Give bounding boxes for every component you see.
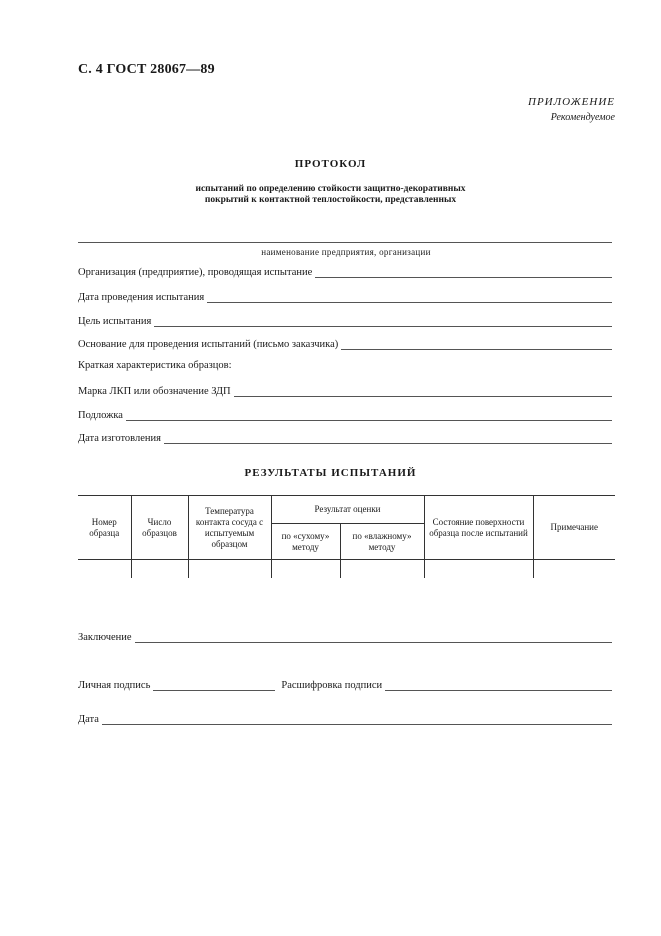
manufacture-date-field[interactable] [78, 430, 612, 444]
manufacture-date-blank[interactable] [164, 433, 612, 444]
organization-blank-line[interactable] [78, 242, 612, 243]
conclusion-blank[interactable] [135, 632, 612, 643]
subtitle-line-1: испытаний по определению стойкости защитно-декоративных [195, 184, 466, 194]
paint-brand-field[interactable] [78, 383, 612, 397]
manufacture-date-label: Дата изготовления [78, 433, 161, 444]
conclusion-label: Заключение [78, 632, 132, 643]
cell-surface-state[interactable] [424, 560, 533, 579]
samples-heading: Краткая характеристика образцов: [78, 360, 232, 371]
header-dry-method: по «сухому» методу [271, 524, 340, 560]
signature-row [78, 677, 612, 691]
test-date-label: Дата проведения испытания [78, 292, 205, 303]
date-blank[interactable] [102, 714, 612, 725]
table-row [78, 560, 615, 579]
document-title: ПРОТОКОЛ [294, 158, 367, 170]
signature-decode-blank[interactable] [385, 680, 612, 691]
date-label: Дата [78, 714, 99, 725]
appendix-status: Рекомендуемое [550, 112, 615, 123]
signature-decode-label: Расшифровка подписи [281, 680, 383, 691]
substrate-field[interactable] [78, 407, 612, 421]
header-evaluation-result: Результат оценки [271, 496, 424, 524]
header-surface-state: Состояние поверхности образца после испытаний [424, 496, 533, 560]
test-date-field[interactable] [78, 289, 612, 303]
organization-caption: наименование предприятия, организации [261, 247, 431, 257]
subtitle-line-2: покрытий к контактной теплостойкости, представленных [204, 195, 457, 205]
results-title: РЕЗУЛЬТАТЫ ИСПЫТАНИЙ [244, 467, 417, 479]
testing-organization-field[interactable] [78, 264, 612, 278]
basis-blank[interactable] [341, 339, 612, 350]
appendix-label [528, 95, 615, 125]
testing-organization-blank[interactable] [315, 267, 612, 278]
header-contact-temperature: Температура контакта сосуда с испытуемым образцом [188, 496, 271, 560]
paint-brand-blank[interactable] [234, 386, 612, 397]
date-field[interactable] [78, 711, 612, 725]
purpose-label: Цель испытания [78, 316, 152, 327]
signature-blank[interactable] [153, 680, 275, 691]
cell-note[interactable] [533, 560, 615, 579]
test-date-blank[interactable] [207, 292, 612, 303]
header-sample-number: Номер образца [78, 496, 131, 560]
page-header: С. 4 ГОСТ 28067—89 [78, 62, 215, 77]
appendix-title: ПРИЛОЖЕНИЕ [528, 96, 615, 108]
purpose-field[interactable] [78, 313, 612, 327]
testing-organization-label: Организация (предприятие), проводящая испытание [78, 267, 313, 278]
results-table [78, 495, 615, 578]
cell-dry-method[interactable] [271, 560, 340, 579]
substrate-blank[interactable] [126, 410, 612, 421]
cell-sample-count[interactable] [131, 560, 188, 579]
header-wet-method: по «влажному» методу [340, 524, 424, 560]
basis-label: Основание для проведения испытаний (письмо заказчика) [78, 339, 339, 350]
cell-sample-number[interactable] [78, 560, 131, 579]
substrate-label: Подложка [78, 410, 123, 421]
cell-wet-method[interactable] [340, 560, 424, 579]
cell-contact-temperature[interactable] [188, 560, 271, 579]
signature-label: Личная подпись [78, 680, 151, 691]
paint-brand-label: Марка ЛКП или обозначение ЗДП [78, 386, 231, 397]
conclusion-field[interactable] [78, 629, 612, 643]
basis-field[interactable] [78, 336, 612, 350]
header-note: Примечание [533, 496, 615, 560]
purpose-blank[interactable] [154, 316, 612, 327]
document-subtitle [0, 184, 661, 206]
header-sample-count: Число образцов [131, 496, 188, 560]
